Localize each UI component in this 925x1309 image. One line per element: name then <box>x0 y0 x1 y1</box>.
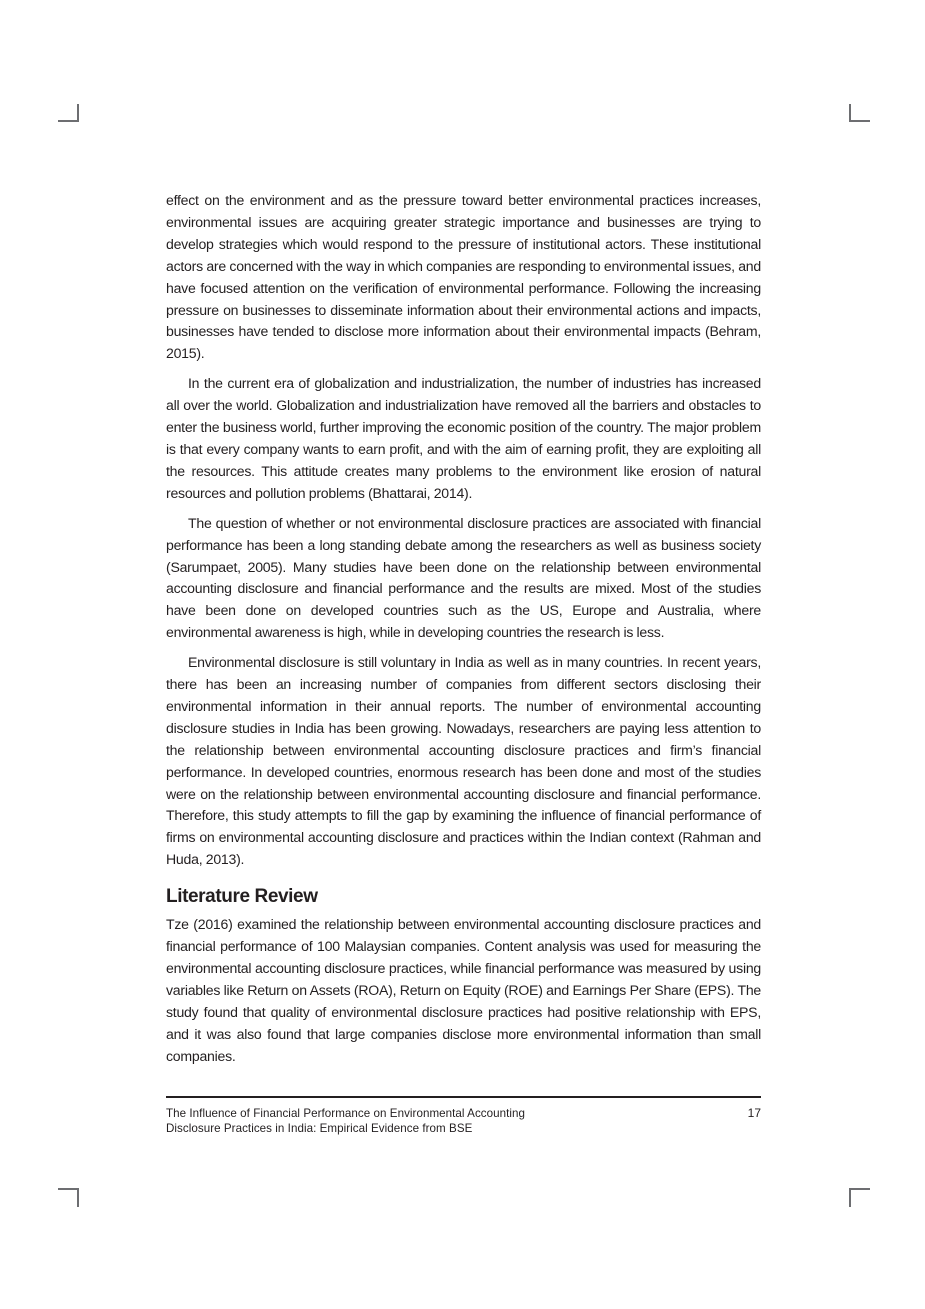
running-title-line-1: The Influence of Financial Performance on Environmental Accounting <box>166 1107 526 1120</box>
body-paragraph-4: Environmental disclosure is still voluntary in India as well as in many countries. In recent years, there has been an increasing number of companies from different sectors disclosing their environmental information in their annual reports. The number of environmental accounting disclosure studies in India has been growing. Nowadays, researchers are paying less attention to the relationship between environmental accounting disclosure practices and firm’s financial performance. In developed countries, enormous research has been done and most of the studies were on the relationship between environmental accounting disclosure and financial performance. Therefore, this study attempts to fill the gap by examining the influence of financial performance of firms on environmental accounting disclosure and practices within the Indian context (Rahman and Huda, 2013). <box>166 654 761 868</box>
literature-review-section <box>166 885 761 1067</box>
section-heading: Literature Review <box>166 886 318 908</box>
running-title-line-2: Disclosure Practices in India: Empirical Evidence from BSE <box>166 1122 473 1136</box>
body-paragraph-3: The question of whether or not environmental disclosure practices are associated with financial performance has been a long standing debate among the researchers as well as business society (Sarumpaet, 2005). Many studies have been done on the relationship between environmental accounting disclosure and financial performance and the results are mixed. Most of the studies have been done on developed countries such as the US, Europe and Australia, where environmental awareness is high, while in developing countries the research is less. <box>166 514 761 641</box>
page-body <box>166 190 761 1068</box>
page-footer <box>166 1106 761 1136</box>
page-number: 17 <box>747 1106 761 1120</box>
footer-divider <box>166 1096 761 1098</box>
body-paragraph-1: effect on the environment and as the pressure toward better environmental practices increases, environmental issues are acquiring greater strategic importance and businesses are trying to develop strategies which would respond to the pressure of institutional actors. These institutional actors are concerned with the way in which companies are responding to environmental issues, and have focused attention on the verification of environmental performance. Following the increasing pressure on businesses to disseminate information about their environmental actions and impacts, businesses have tended to disclose more information about their environmental impacts (Behram, 2015). <box>166 192 761 362</box>
body-paragraph-2: In the current era of globalization and industrialization, the number of industries has increased all over the world. Globalization and industrialization have removed all the barriers and obstacles to enter the business world, further improving the economic position of the country. The major problem is that every company wants to earn profit, and with the aim of earning profit, they are exploiting all the resources. This attitude creates many problems to the environment like erosion of natural resources and pollution problems (Bhattarai, 2014). <box>166 375 761 501</box>
literature-paragraph-1: Tze (2016) examined the relationship between environmental accounting disclosure practices and financial performance of 100 Malaysian companies. Content analysis was used for measuring the environmental accounting disclosure practices, while financial performance was measured by using variables like Return on Assets (ROA), Return on Equity (ROE) and Earnings Per Share (EPS). The study found that quality of environmental disclosure practices had positive relationship with EPS, and it was also found that large companies disclose more environmental information than small companies. <box>166 916 761 1064</box>
